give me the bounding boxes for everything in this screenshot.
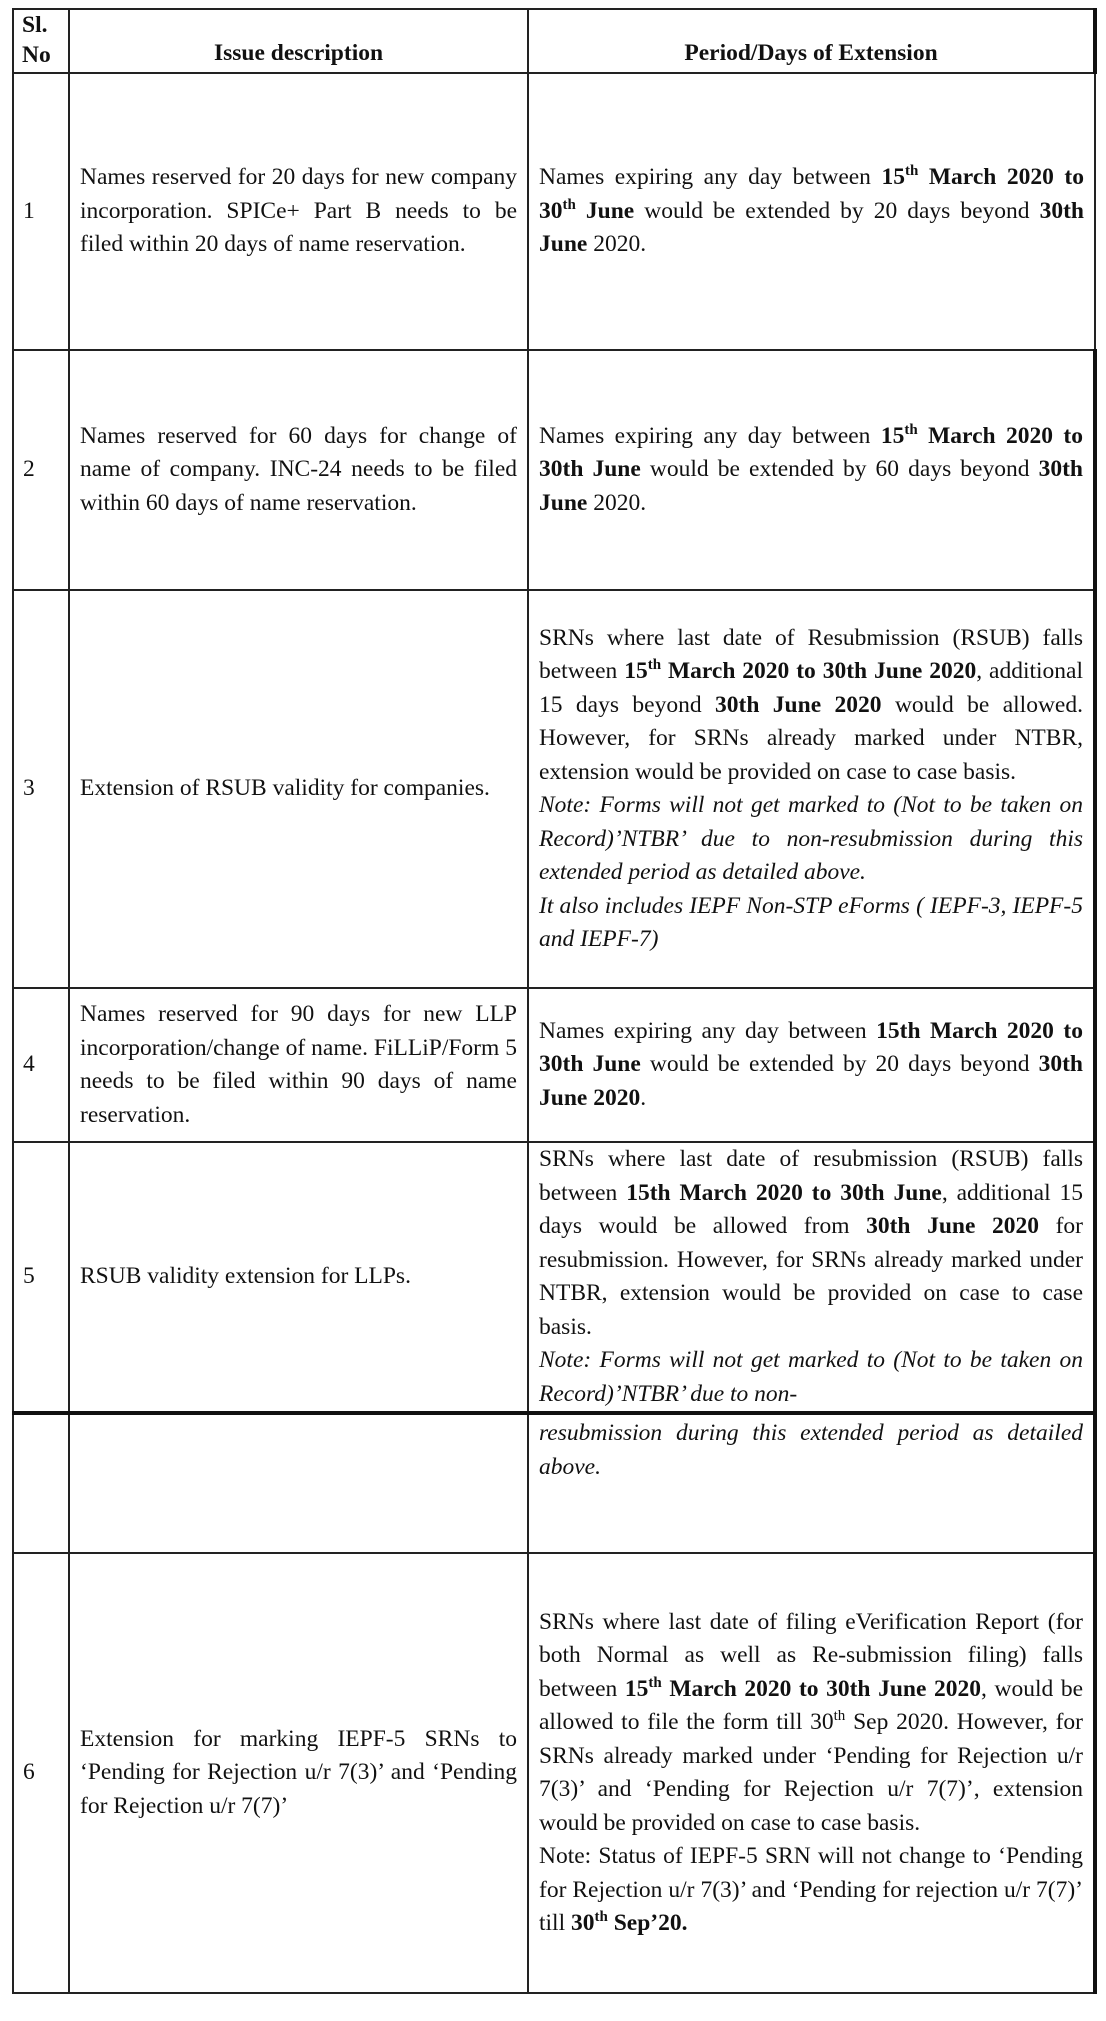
- row-3-p-a: SRNs where last date of Resubmission (RSUB) falls between: [539, 624, 1083, 684]
- row-5-p-c: , additional 15 days would be allowed from: [539, 1179, 1084, 1239]
- table-row: [13, 73, 1095, 350]
- row-4-sl: 4: [13, 988, 69, 1142]
- row-4-period: [528, 988, 1095, 1142]
- table-row: [13, 1553, 1095, 1993]
- row-cont-sl: [13, 1413, 69, 1553]
- row-1-p-a: Names expiring any day between: [539, 164, 882, 191]
- row-2-p-e: 2020.: [587, 489, 647, 516]
- table-header-row: [13, 9, 1095, 73]
- row-3-p-b2: March 2020 to 30th June 2020: [661, 658, 977, 684]
- extension-table-document: [12, 8, 1094, 1994]
- row-1-p-b3: June: [575, 197, 635, 224]
- row-6-issue: Extension for marking IEPF-5 SRNs to ‘Pending for Rejection u/r 7(3)’ and ‘Pending for Rejection u/r 7(7)’: [69, 1553, 528, 1993]
- header-no: No: [22, 42, 51, 68]
- row-4-p-c: would be extended by 20 days beyond: [640, 1051, 1039, 1078]
- row-6-sl: 6: [13, 1553, 69, 1993]
- row-6-p-c1: , would be allowed to file the form till 30: [539, 1675, 1084, 1735]
- row-3-note: Note: Forms will not get marked to (Not to be taken on Record)’NTBR’ due to non-resubmission during this extended period as detailed above.: [539, 792, 1083, 885]
- row-3-p-b1sup: th: [647, 657, 662, 674]
- header-period-extension: Period/Days of Extension: [528, 9, 1095, 73]
- row-6-p-b1: 15: [624, 1675, 649, 1702]
- row-2-p-a: Names expiring any day between: [539, 422, 881, 449]
- row-4-p-b: 15th March 2020 to 30th June: [539, 1017, 1083, 1078]
- row-1-p-e: 2020.: [587, 231, 647, 258]
- row-3-issue: Extension of RSUB validity for companies.: [69, 590, 528, 988]
- table-row: [13, 590, 1095, 988]
- row-2-sl: 2: [13, 350, 69, 590]
- row-1-p-b2sup: th: [562, 196, 576, 213]
- row-3-p-c: , additional 15 days beyond: [539, 658, 1083, 718]
- row-2-period: [528, 350, 1095, 590]
- row-6-p-b2: March 2020 to 30th June 2020: [661, 1675, 982, 1702]
- row-6-period: [528, 1553, 1095, 1993]
- row-1-p-b2: March 2020 to 30: [539, 164, 1084, 224]
- row-2-p-b2: March 2020 to 30th June: [539, 422, 1083, 483]
- row-2-issue: Names reserved for 60 days for change of name of company. INC-24 needs to be filed within 60 days of name reservation.: [69, 350, 528, 590]
- extension-table: [12, 8, 1097, 1994]
- row-6-p-d1sup: th: [594, 1909, 608, 1926]
- header-sl: Sl.: [22, 12, 48, 38]
- row-3-period: [528, 590, 1095, 988]
- row-6-p-c2: Sep 2020. However, for SRNs already marked under ‘Pending for Rejection u/r 7(3)’ and ‘Pending for Rejection u/r 7(7)’, extension would be provided on case to case basis.: [539, 1709, 1083, 1836]
- row-2-p-d: 30th June: [539, 456, 1083, 516]
- row-2-p-b1sup: th: [904, 421, 918, 438]
- row-5-note: Note: Forms will not get marked to (Not to be taken on Record)’NTBR’ due to non-: [539, 1347, 1083, 1407]
- row-1-p-c: would be extended by 20 days beyond: [634, 197, 1040, 224]
- row-2-p-c: would be extended by 60 days beyond: [640, 456, 1039, 483]
- row-6-p-d1: 30: [571, 1910, 595, 1936]
- row-4-p-d: 30th June 2020: [539, 1051, 1083, 1111]
- row-6-p-d2: Sep’20.: [607, 1910, 688, 1936]
- row-cont-note: resubmission during this extended period as detailed above.: [539, 1420, 1083, 1480]
- row-1-p-b1sup: th: [904, 163, 919, 180]
- row-6-p-c1sup: th: [833, 1708, 846, 1725]
- row-5-p-e: for resubmission. However, for SRNs already marked under NTBR, extension would be provided on case to case basis.: [539, 1213, 1084, 1340]
- table-row-continuation: [13, 1413, 1095, 1553]
- row-1-issue: Names reserved for 20 days for new company incorporation. SPICe+ Part B needs to be filed within 20 days of name reservation.: [69, 73, 528, 350]
- row-1-p-d: 30th June: [539, 197, 1084, 258]
- row-5-p-a: SRNs where last date of resubmission (RSUB) falls between: [539, 1146, 1083, 1206]
- header-sl-no: [13, 9, 69, 73]
- row-3-p-e: would be allowed. However, for SRNs already marked under NTBR, extension would be provided on case to case basis.: [539, 691, 1083, 785]
- row-5-period: [528, 1142, 1095, 1413]
- row-1-p-b1: 15: [881, 164, 905, 191]
- row-6-p-a: SRNs where last date of filing eVerification Report (for both Normal as well as Re-submission filing) falls between: [539, 1608, 1083, 1702]
- row-6-p-b1sup: th: [648, 1674, 662, 1691]
- row-4-p-a: Names expiring any day between: [539, 1017, 877, 1044]
- row-6-note: Note: Status of IEPF-5 SRN will not change to ‘Pending for Rejection u/r 7(3)’ and ‘Pending for rejection u/r 7(7)’ till: [539, 1843, 1083, 1936]
- row-5-issue: RSUB validity extension for LLPs.: [69, 1142, 528, 1413]
- row-2-p-b1: 15: [880, 422, 905, 449]
- table-row: [13, 1142, 1095, 1413]
- row-1-sl: 1: [13, 73, 69, 350]
- row-5-sl: 5: [13, 1142, 69, 1413]
- row-1-period: [528, 73, 1095, 350]
- row-cont-period: [528, 1413, 1095, 1553]
- row-5-p-b: 15th March 2020 to 30th June: [626, 1179, 942, 1206]
- row-4-p-e: .: [640, 1084, 647, 1111]
- table-row: [13, 988, 1095, 1142]
- table-row: [13, 350, 1095, 590]
- row-3-note2: It also includes IEPF Non-STP eForms ( IEPF-3, IEPF-5 and IEPF-7): [539, 892, 1083, 952]
- row-3-p-b1: 15: [624, 658, 648, 684]
- row-4-issue: Names reserved for 90 days for new LLP incorporation/change of name. FiLLiP/Form 5 needs to be filed within 90 days of name reservation.: [69, 988, 528, 1142]
- row-3-sl: 3: [13, 590, 69, 988]
- header-issue-description: Issue description: [69, 9, 528, 73]
- row-5-p-d: 30th June 2020: [866, 1213, 1039, 1239]
- row-3-p-d: 30th June 2020: [715, 691, 882, 718]
- row-cont-issue: [69, 1413, 528, 1553]
